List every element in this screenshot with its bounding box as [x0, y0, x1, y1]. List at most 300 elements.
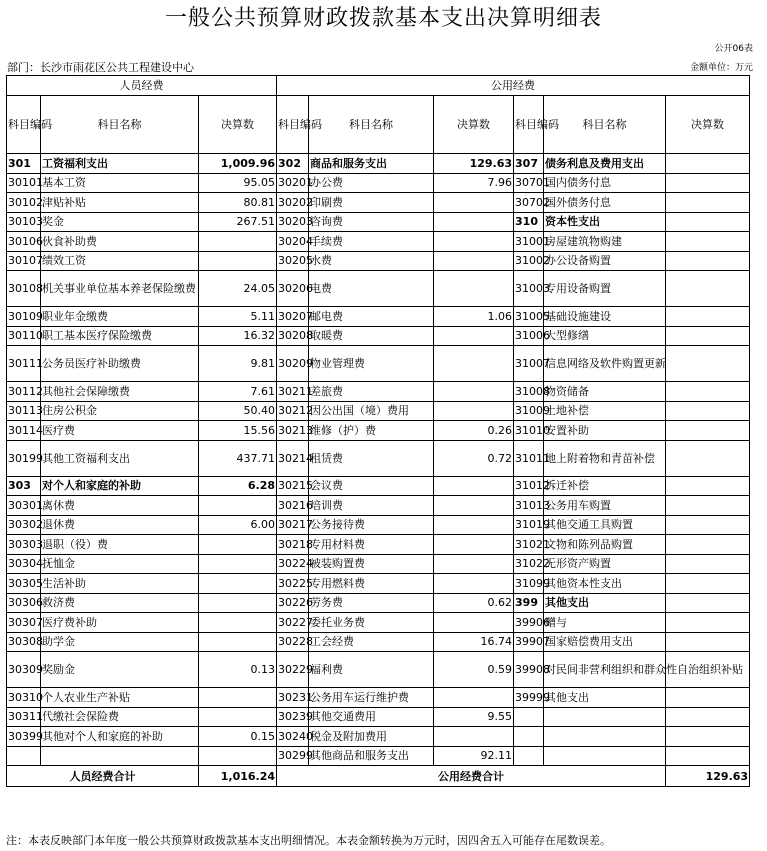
subject-code-cell: 399 [514, 593, 544, 613]
subject-name-cell: 专用燃料费 [309, 574, 434, 594]
amount-cell: 1.06 [434, 307, 514, 327]
amount-cell [434, 496, 514, 516]
subject-code-cell: 30231 [277, 688, 309, 708]
amount-cell [199, 632, 277, 652]
subject-code-cell: 30206 [277, 271, 309, 307]
subject-code-cell: 30299 [277, 746, 309, 766]
table-row [7, 727, 750, 747]
subject-name-cell: 其他交通费用 [309, 707, 434, 727]
subject-code-cell: 30213 [277, 421, 309, 441]
subject-name-cell: 物资储备 [544, 382, 666, 402]
amount-cell [434, 346, 514, 382]
report-title: 一般公共预算财政拨款基本支出决算明细表 [164, 6, 602, 31]
amount-cell [666, 593, 750, 613]
subject-code-cell: 31002 [514, 251, 544, 271]
amount-cell [434, 554, 514, 574]
subject-code-cell: 307 [514, 154, 544, 174]
column-header-name: 科目名称 [41, 96, 199, 154]
subject-name-cell: 工资福利支出 [41, 154, 199, 174]
subject-code-cell: 39908 [514, 652, 544, 688]
subject-code-cell: 30307 [7, 613, 41, 633]
amount-cell [666, 346, 750, 382]
subject-code-cell: 30239 [277, 707, 309, 727]
column-header-code: 科目编码 [514, 96, 544, 154]
table-body [7, 154, 750, 766]
subject-code-cell: 31022 [514, 554, 544, 574]
amount-cell: 0.15 [199, 727, 277, 747]
subject-code-cell: 301 [7, 154, 41, 174]
subject-name-cell: 绩效工资 [41, 251, 199, 271]
subject-name-cell: 其他对个人和家庭的补助 [41, 727, 199, 747]
amount-cell: 129.63 [434, 154, 514, 174]
subject-name-cell: 物业管理费 [309, 346, 434, 382]
subject-name-cell: 地上附着物和青苗补偿 [544, 440, 666, 476]
table-row [7, 440, 750, 476]
subject-code-cell: 39907 [514, 632, 544, 652]
subject-code-cell: 31011 [514, 440, 544, 476]
table-row [7, 401, 750, 421]
subject-name-cell: 差旅费 [309, 382, 434, 402]
amount-cell [666, 574, 750, 594]
subject-name-cell: 取暖费 [309, 326, 434, 346]
amount-cell: 9.55 [434, 707, 514, 727]
subject-name-cell [544, 746, 666, 766]
subject-name-cell: 其他交通工具购置 [544, 515, 666, 535]
amount-cell [434, 212, 514, 232]
subject-code-cell: 30113 [7, 401, 41, 421]
amount-cell: 50.40 [199, 401, 277, 421]
subject-name-cell: 无形资产购置 [544, 554, 666, 574]
amount-cell [666, 421, 750, 441]
subject-name-cell: 伙食补助费 [41, 232, 199, 252]
subject-code-cell: 30308 [7, 632, 41, 652]
amount-cell [434, 515, 514, 535]
subject-code-cell: 30106 [7, 232, 41, 252]
amount-cell [434, 232, 514, 252]
amount-cell [199, 554, 277, 574]
amount-cell [666, 554, 750, 574]
subject-code-cell: 39999 [514, 688, 544, 708]
table-row [7, 632, 750, 652]
table-row [7, 212, 750, 232]
subject-code-cell: 31006 [514, 326, 544, 346]
table-row [7, 574, 750, 594]
subject-code-cell: 303 [7, 476, 41, 496]
amount-cell [199, 613, 277, 633]
amount-cell: 16.74 [434, 632, 514, 652]
amount-cell [666, 326, 750, 346]
subject-name-cell: 其他资本性支出 [544, 574, 666, 594]
table-row [7, 173, 750, 193]
subject-code-cell: 30310 [7, 688, 41, 708]
subject-name-cell: 奖金 [41, 212, 199, 232]
amount-cell [199, 496, 277, 516]
subject-code-cell: 30216 [277, 496, 309, 516]
table-row [7, 476, 750, 496]
subject-code-cell: 30201 [277, 173, 309, 193]
subject-name-cell: 工会经费 [309, 632, 434, 652]
subject-code-cell: 302 [277, 154, 309, 174]
table-row [7, 193, 750, 213]
subject-name-cell: 税金及附加费用 [309, 727, 434, 747]
amount-cell: 24.05 [199, 271, 277, 307]
amount-cell: 95.05 [199, 173, 277, 193]
subject-name-cell: 公务用车购置 [544, 496, 666, 516]
subject-name-cell: 医疗费补助 [41, 613, 199, 633]
subject-name-cell: 其他支出 [544, 593, 666, 613]
subject-code-cell: 30304 [7, 554, 41, 574]
subject-code-cell: 31007 [514, 346, 544, 382]
subject-code-cell: 31009 [514, 401, 544, 421]
section-header-public: 公用经费 [277, 76, 750, 96]
subject-code-cell [514, 707, 544, 727]
subject-name-cell: 大型修缮 [544, 326, 666, 346]
subject-name-cell: 津贴补贴 [41, 193, 199, 213]
amount-cell: 0.59 [434, 652, 514, 688]
subject-name-cell: 印刷费 [309, 193, 434, 213]
subject-name-cell: 职工基本医疗保险缴费 [41, 326, 199, 346]
table-row [7, 652, 750, 688]
subject-name-cell: 基本工资 [41, 173, 199, 193]
amount-cell [434, 535, 514, 555]
subject-name-cell: 抚恤金 [41, 554, 199, 574]
subject-code-cell: 30114 [7, 421, 41, 441]
amount-cell [434, 476, 514, 496]
subject-code-cell: 31008 [514, 382, 544, 402]
subject-code-cell: 30309 [7, 652, 41, 688]
subject-name-cell: 国外债务付息 [544, 193, 666, 213]
amount-cell: 16.32 [199, 326, 277, 346]
amount-cell [199, 593, 277, 613]
subject-name-cell: 其他支出 [544, 688, 666, 708]
subject-name-cell: 因公出国（境）费用 [309, 401, 434, 421]
subject-code-cell: 30217 [277, 515, 309, 535]
amount-cell [434, 193, 514, 213]
subject-code-cell: 30215 [277, 476, 309, 496]
subject-code-cell [514, 727, 544, 747]
amount-cell [434, 401, 514, 421]
column-header-name: 科目名称 [309, 96, 434, 154]
amount-cell: 6.28 [199, 476, 277, 496]
subject-code-cell: 39906 [514, 613, 544, 633]
subject-code-cell: 31013 [514, 496, 544, 516]
subject-code-cell [7, 746, 41, 766]
subject-name-cell: 机关事业单位基本养老保险缴费 [41, 271, 199, 307]
subject-code-cell: 30212 [277, 401, 309, 421]
table-row [7, 535, 750, 555]
subject-name-cell: 土地补偿 [544, 401, 666, 421]
table-row [7, 307, 750, 327]
subject-name-cell: 房屋建筑物购建 [544, 232, 666, 252]
subject-code-cell: 30702 [514, 193, 544, 213]
amount-cell [666, 154, 750, 174]
subject-name-cell: 文物和陈列品购置 [544, 535, 666, 555]
subject-name-cell: 住房公积金 [41, 401, 199, 421]
amount-cell [666, 173, 750, 193]
amount-cell [666, 271, 750, 307]
table-row [7, 326, 750, 346]
subject-name-cell: 租赁费 [309, 440, 434, 476]
subject-code-cell: 310 [514, 212, 544, 232]
subject-code-cell: 30240 [277, 727, 309, 747]
table-row [7, 154, 750, 174]
amount-cell [666, 496, 750, 516]
subject-name-cell: 职业年金缴费 [41, 307, 199, 327]
table-row [7, 271, 750, 307]
footnote: 注：本表反映部门本年度一般公共预算财政拨款基本支出明细情况。本表金额转换为万元时，因四舍五入可能存在尾数误差。 [6, 834, 611, 847]
subject-name-cell: 被装购置费 [309, 554, 434, 574]
amount-cell [666, 440, 750, 476]
amount-cell: 92.11 [434, 746, 514, 766]
table-row [7, 496, 750, 516]
amount-cell [666, 251, 750, 271]
amount-cell [199, 535, 277, 555]
subject-name-cell: 代缴社会保险费 [41, 707, 199, 727]
amount-cell [434, 382, 514, 402]
table-row [7, 688, 750, 708]
personnel-total-label: 人员经费合计 [7, 766, 199, 787]
subject-name-cell: 办公费 [309, 173, 434, 193]
amount-cell: 7.96 [434, 173, 514, 193]
table-row [7, 232, 750, 252]
department-label: 部门：长沙市雨花区公共工程建设中心 [7, 61, 194, 74]
subject-name-cell: 公务员医疗补助缴费 [41, 346, 199, 382]
amount-cell [666, 401, 750, 421]
subject-code-cell: 31019 [514, 515, 544, 535]
public-total-value: 129.63 [666, 766, 750, 787]
amount-cell: 0.62 [434, 593, 514, 613]
subject-name-cell: 培训费 [309, 496, 434, 516]
amount-cell: 437.71 [199, 440, 277, 476]
subject-code-cell: 30108 [7, 271, 41, 307]
subject-name-cell: 国家赔偿费用支出 [544, 632, 666, 652]
amount-cell [666, 212, 750, 232]
amount-cell [666, 688, 750, 708]
amount-cell [434, 727, 514, 747]
amount-cell [199, 746, 277, 766]
subject-name-cell [41, 746, 199, 766]
section-header-personnel: 人员经费 [7, 76, 277, 96]
amount-cell: 267.51 [199, 212, 277, 232]
expenditure-detail-table [6, 75, 750, 787]
subject-name-cell: 手续费 [309, 232, 434, 252]
subject-code-cell: 30205 [277, 251, 309, 271]
subject-name-cell: 公务用车运行维护费 [309, 688, 434, 708]
column-header-name: 科目名称 [544, 96, 666, 154]
amount-cell: 9.81 [199, 346, 277, 382]
amount-cell [666, 746, 750, 766]
column-header-amount: 决算数 [199, 96, 277, 154]
amount-cell [434, 613, 514, 633]
amount-cell [666, 535, 750, 555]
subject-code-cell [514, 746, 544, 766]
amount-cell [666, 232, 750, 252]
subject-name-cell: 国内债务付息 [544, 173, 666, 193]
amount-cell [666, 707, 750, 727]
subject-code-cell: 30225 [277, 574, 309, 594]
subject-code-cell: 31001 [514, 232, 544, 252]
subject-code-cell: 30701 [514, 173, 544, 193]
subject-name-cell: 生活补助 [41, 574, 199, 594]
amount-cell [666, 613, 750, 633]
table-row [7, 421, 750, 441]
subject-code-cell: 30103 [7, 212, 41, 232]
subject-name-cell [544, 707, 666, 727]
amount-cell: 0.26 [434, 421, 514, 441]
subject-code-cell: 30202 [277, 193, 309, 213]
subject-name-cell: 专用设备购置 [544, 271, 666, 307]
subject-name-cell: 个人农业生产补贴 [41, 688, 199, 708]
subject-name-cell: 奖励金 [41, 652, 199, 688]
table-row [7, 346, 750, 382]
subject-code-cell: 30228 [277, 632, 309, 652]
subject-code-cell: 30111 [7, 346, 41, 382]
subject-name-cell: 福利费 [309, 652, 434, 688]
subject-name-cell: 其他社会保障缴费 [41, 382, 199, 402]
subject-code-cell: 30107 [7, 251, 41, 271]
subject-name-cell: 资本性支出 [544, 212, 666, 232]
subject-name-cell: 邮电费 [309, 307, 434, 327]
amount-cell: 1,009.96 [199, 154, 277, 174]
amount-cell [199, 232, 277, 252]
subject-code-cell: 30399 [7, 727, 41, 747]
subject-name-cell: 电费 [309, 271, 434, 307]
subject-name-cell: 商品和服务支出 [309, 154, 434, 174]
subject-name-cell: 救济费 [41, 593, 199, 613]
subject-name-cell: 劳务费 [309, 593, 434, 613]
subject-name-cell: 离休费 [41, 496, 199, 516]
subject-code-cell: 30229 [277, 652, 309, 688]
subject-name-cell: 助学金 [41, 632, 199, 652]
amount-cell [434, 251, 514, 271]
column-header-code: 科目编码 [7, 96, 41, 154]
table-row [7, 515, 750, 535]
table-row [7, 707, 750, 727]
subject-name-cell: 专用材料费 [309, 535, 434, 555]
amount-cell: 80.81 [199, 193, 277, 213]
subject-code-cell: 31012 [514, 476, 544, 496]
subject-name-cell: 拆迁补偿 [544, 476, 666, 496]
personnel-total-value: 1,016.24 [199, 766, 277, 787]
column-header-amount: 决算数 [666, 96, 750, 154]
subject-code-cell: 30102 [7, 193, 41, 213]
subject-code-cell: 30208 [277, 326, 309, 346]
amount-cell: 6.00 [199, 515, 277, 535]
table-row [7, 746, 750, 766]
subject-name-cell: 退休费 [41, 515, 199, 535]
amount-cell [434, 688, 514, 708]
subject-name-cell: 对民间非营利组织和群众性自治组织补贴 [544, 652, 666, 688]
subject-code-cell: 31003 [514, 271, 544, 307]
table-row [7, 251, 750, 271]
subject-code-cell: 30203 [277, 212, 309, 232]
subject-name-cell: 咨询费 [309, 212, 434, 232]
table-row [7, 554, 750, 574]
subject-name-cell: 对个人和家庭的补助 [41, 476, 199, 496]
amount-cell: 0.72 [434, 440, 514, 476]
subject-code-cell: 30109 [7, 307, 41, 327]
column-header-code: 科目编码 [277, 96, 309, 154]
subject-code-cell: 30211 [277, 382, 309, 402]
amount-cell [666, 307, 750, 327]
subject-name-cell: 退职（役）费 [41, 535, 199, 555]
amount-cell: 7.61 [199, 382, 277, 402]
subject-name-cell: 医疗费 [41, 421, 199, 441]
subject-name-cell: 办公设备购置 [544, 251, 666, 271]
column-header-amount: 决算数 [434, 96, 514, 154]
amount-cell [199, 251, 277, 271]
subject-code-cell: 30214 [277, 440, 309, 476]
subject-name-cell: 会议费 [309, 476, 434, 496]
amount-cell [434, 326, 514, 346]
amount-cell [666, 515, 750, 535]
amount-cell [199, 688, 277, 708]
subject-code-cell: 30199 [7, 440, 41, 476]
subject-code-cell: 30303 [7, 535, 41, 555]
subject-name-cell: 赠与 [544, 613, 666, 633]
form-number: 公开06表 [714, 44, 753, 54]
subject-name-cell [544, 727, 666, 747]
subject-name-cell: 公务接待费 [309, 515, 434, 535]
subject-code-cell: 31099 [514, 574, 544, 594]
amount-cell: 5.11 [199, 307, 277, 327]
table-row [7, 593, 750, 613]
subject-code-cell: 30110 [7, 326, 41, 346]
subject-code-cell: 30204 [277, 232, 309, 252]
amount-cell [666, 727, 750, 747]
amount-cell: 0.13 [199, 652, 277, 688]
amount-cell [666, 476, 750, 496]
table-row [7, 382, 750, 402]
amount-cell [666, 382, 750, 402]
subject-code-cell: 30305 [7, 574, 41, 594]
subject-code-cell: 31010 [514, 421, 544, 441]
subject-code-cell: 30227 [277, 613, 309, 633]
subject-code-cell: 30218 [277, 535, 309, 555]
amount-cell [199, 574, 277, 594]
amount-cell [199, 707, 277, 727]
subject-code-cell: 30301 [7, 496, 41, 516]
table-row [7, 613, 750, 633]
subject-code-cell: 30209 [277, 346, 309, 382]
amount-unit-label: 金额单位：万元 [689, 63, 753, 73]
subject-name-cell: 基础设施建设 [544, 307, 666, 327]
amount-cell [434, 574, 514, 594]
public-total-label: 公用经费合计 [277, 766, 666, 787]
amount-cell [666, 632, 750, 652]
subject-code-cell: 30112 [7, 382, 41, 402]
subject-name-cell: 维修（护）费 [309, 421, 434, 441]
amount-cell: 15.56 [199, 421, 277, 441]
subject-code-cell: 31005 [514, 307, 544, 327]
subject-name-cell: 水费 [309, 251, 434, 271]
subject-code-cell: 30224 [277, 554, 309, 574]
subject-name-cell: 其他工资福利支出 [41, 440, 199, 476]
subject-name-cell: 信息网络及软件购置更新 [544, 346, 666, 382]
subject-name-cell: 债务利息及费用支出 [544, 154, 666, 174]
subject-code-cell: 30207 [277, 307, 309, 327]
subject-code-cell: 30226 [277, 593, 309, 613]
subject-code-cell: 30302 [7, 515, 41, 535]
subject-code-cell: 30311 [7, 707, 41, 727]
subject-name-cell: 委托业务费 [309, 613, 434, 633]
subject-code-cell: 30306 [7, 593, 41, 613]
subject-name-cell: 其他商品和服务支出 [309, 746, 434, 766]
subject-name-cell: 安置补助 [544, 421, 666, 441]
subject-code-cell: 31021 [514, 535, 544, 555]
subject-code-cell: 30101 [7, 173, 41, 193]
amount-cell [666, 193, 750, 213]
